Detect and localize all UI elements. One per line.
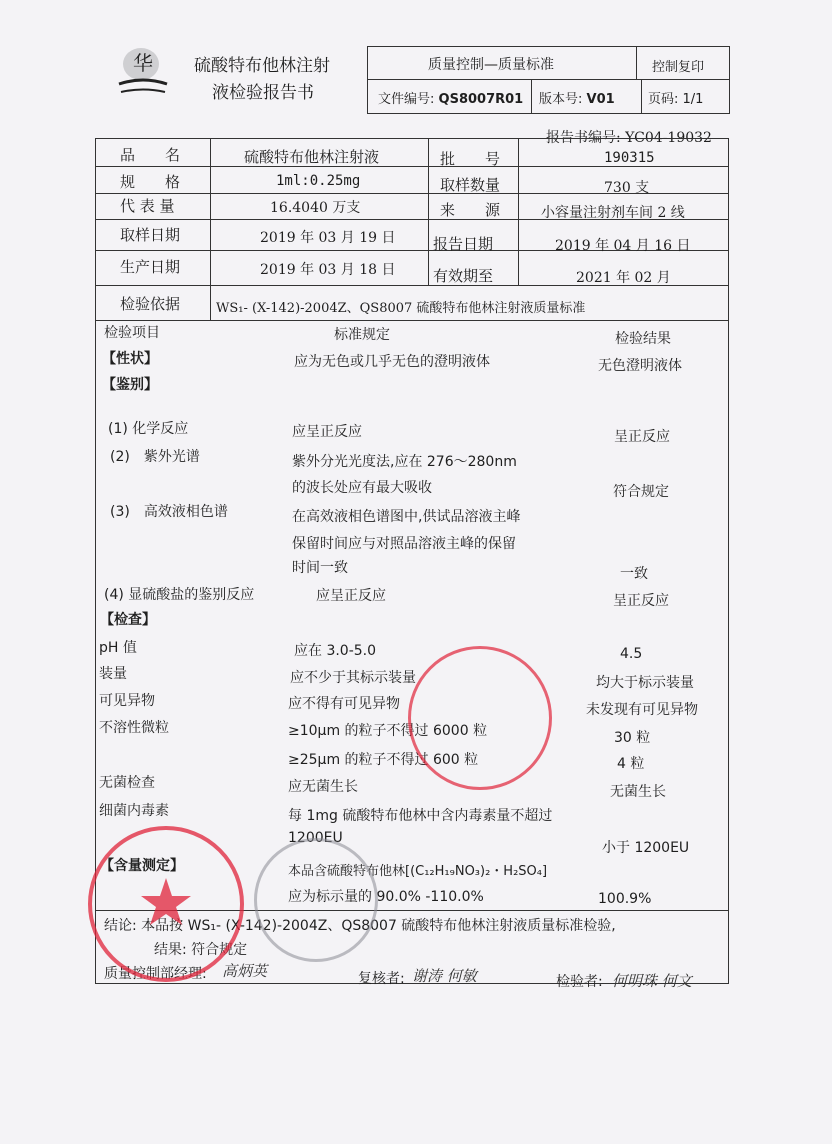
logo	[113, 40, 173, 98]
sterility-standard: 应无菌生长	[288, 779, 358, 795]
visible-result: 未发现有可见异物	[586, 702, 698, 718]
red-stamp-center	[408, 646, 552, 790]
expiry-label: 有效期至	[433, 267, 494, 285]
logo-icon	[113, 40, 173, 98]
id1-result: 呈正反应	[614, 429, 670, 445]
id2-result: 符合规定	[613, 484, 669, 500]
doc-title-line1: 硫酸特布他林注射	[194, 56, 330, 76]
sample-qty: 730 支	[604, 180, 650, 196]
page-label: 页码:	[648, 92, 679, 107]
col-result-header: 检验结果	[615, 331, 671, 347]
particle-item: 不溶性微粒	[99, 720, 169, 736]
doc-title-line2: 液检验报告书	[212, 83, 314, 103]
id1-item: (1) 化学反应	[108, 421, 189, 437]
col-standard-header: 标准规定	[334, 327, 390, 343]
endotoxin-item: 细菌内毒素	[99, 803, 169, 819]
version-label: 版本号:	[539, 92, 583, 107]
volume-result: 均大于标示装量	[596, 675, 694, 691]
conclusion-line1: 结论: 本品按 WS₁- (X-142)-2004Z、QS8007 硫酸特布他林注射液质量标准检验,	[104, 918, 616, 934]
svg-text:华: 华	[133, 51, 153, 75]
particle-standard-2: ≥25μm 的粒子不得过 600 粒	[288, 752, 479, 768]
inspector-label: 检验者:	[556, 974, 603, 990]
prod-date: 2019 年 03 月 18 日	[260, 262, 396, 278]
expiry-date: 2021 年 02 月	[576, 270, 671, 286]
version: V01	[586, 92, 615, 107]
star-icon	[92, 830, 240, 978]
id2-standard-1: 紫外分光光度法,应在 276～280nm	[292, 454, 517, 470]
id4-standard: 应呈正反应	[316, 588, 386, 604]
file-no-label: 文件编号:	[378, 92, 435, 107]
page-number: 1/1	[682, 92, 704, 107]
id3-standard-1: 在高效液相色谱图中,供试品溶液主峰	[292, 509, 521, 525]
id4-result: 呈正反应	[613, 593, 669, 609]
copy-label: 控制复印	[652, 60, 705, 75]
id3-standard-3: 时间一致	[292, 560, 348, 576]
inspector-signature: 何明珠 何文	[612, 972, 692, 990]
batch-number: 190315	[604, 150, 655, 166]
source-value: 小容量注射剂车间 2 线	[541, 205, 685, 221]
source-label: 来 源	[440, 201, 501, 219]
id3-result: 一致	[620, 566, 648, 582]
visible-standard: 应不得有可见异物	[288, 696, 400, 712]
ph-item: pH 值	[99, 640, 137, 656]
volume-item: 装量	[99, 666, 127, 682]
sample-date: 2019 年 03 月 19 日	[260, 230, 396, 246]
id2-item: (2) 紫外光谱	[110, 449, 200, 465]
reviewer-signature: 谢涛 何敏	[412, 967, 477, 985]
particle-result-2: 4 粒	[617, 756, 645, 772]
endotoxin-standard-2: 1200EU	[288, 830, 343, 846]
sterility-result: 无菌生长	[610, 784, 666, 800]
id3-standard-2: 保留时间应与对照品溶液主峰的保留	[292, 536, 516, 552]
report-date-label: 报告日期	[433, 235, 494, 253]
red-stamp-left	[88, 826, 244, 982]
batch-label: 批 号	[440, 150, 501, 168]
rep-qty-label: 代 表 量	[120, 197, 175, 215]
product-name-label: 品 名	[120, 146, 181, 164]
report-date: 2019 年 04 月 16 日	[555, 238, 691, 254]
sample-date-label: 取样日期	[120, 226, 181, 244]
section-appearance: 【性状】	[102, 351, 158, 367]
spec-value: 1ml:0.25mg	[276, 173, 361, 189]
assay-result: 100.9%	[598, 891, 652, 907]
endotoxin-standard-1: 每 1mg 硫酸特布他林中含内毒素量不超过	[288, 808, 553, 824]
conclusion-line2: 结果: 符合规定	[154, 942, 248, 958]
id4-item: (4) 显硫酸盐的鉴别反应	[104, 587, 255, 603]
file-no: QS8007R01	[438, 92, 524, 107]
section-checks: 【检查】	[100, 612, 156, 628]
ph-standard: 应在 3.0-5.0	[294, 643, 377, 659]
particle-result-1: 30 粒	[614, 730, 651, 746]
sterility-item: 无菌检查	[99, 775, 155, 791]
particle-standard-1: ≥10μm 的粒子不得过 6000 粒	[288, 723, 488, 739]
sample-qty-label: 取样数量	[440, 176, 501, 194]
reviewer-label: 复核者:	[358, 971, 405, 987]
basis-label: 检验依据	[120, 295, 181, 313]
endotoxin-result: 小于 1200EU	[602, 840, 690, 856]
assay-standard-2: 应为标示量的 90.0% -110.0%	[288, 889, 484, 905]
manager-signature: 高炳英	[222, 962, 268, 980]
spec-label: 规 格	[120, 173, 181, 191]
volume-standard: 应不少于其标示装量	[290, 670, 416, 686]
section-identification: 【鉴别】	[102, 377, 158, 393]
id3-item: (3) 高效液相色谱	[110, 504, 228, 520]
col-item-header: 检验项目	[104, 325, 160, 341]
manager-label: 质量控制部经理:	[104, 966, 207, 982]
ph-result: 4.5	[620, 646, 643, 662]
section-assay: 【含量测定】	[100, 858, 184, 874]
id2-standard-2: 的波长处应有最大吸收	[292, 480, 432, 496]
id1-standard: 应呈正反应	[292, 424, 362, 440]
appearance-result: 无色澄明液体	[598, 358, 682, 374]
basis-value: WS₁- (X-142)-2004Z、QS8007 硫酸特布他林注射液质量标准	[216, 301, 586, 316]
appearance-standard: 应为无色或几乎无色的澄明液体	[294, 354, 490, 370]
prod-date-label: 生产日期	[120, 258, 181, 276]
visible-item: 可见异物	[99, 693, 155, 709]
product-name: 硫酸特布他林注射液	[244, 148, 380, 166]
grey-stamp	[254, 838, 378, 962]
report-number: 报告书编号: YC04-19032	[546, 130, 712, 146]
assay-standard-1: 本品含硫酸特布他林[(C₁₂H₁₉NO₃)₂・H₂SO₄]	[288, 864, 548, 879]
doc-category: 质量控制—质量标准	[428, 57, 554, 73]
rep-qty: 16.4040 万支	[270, 200, 361, 216]
